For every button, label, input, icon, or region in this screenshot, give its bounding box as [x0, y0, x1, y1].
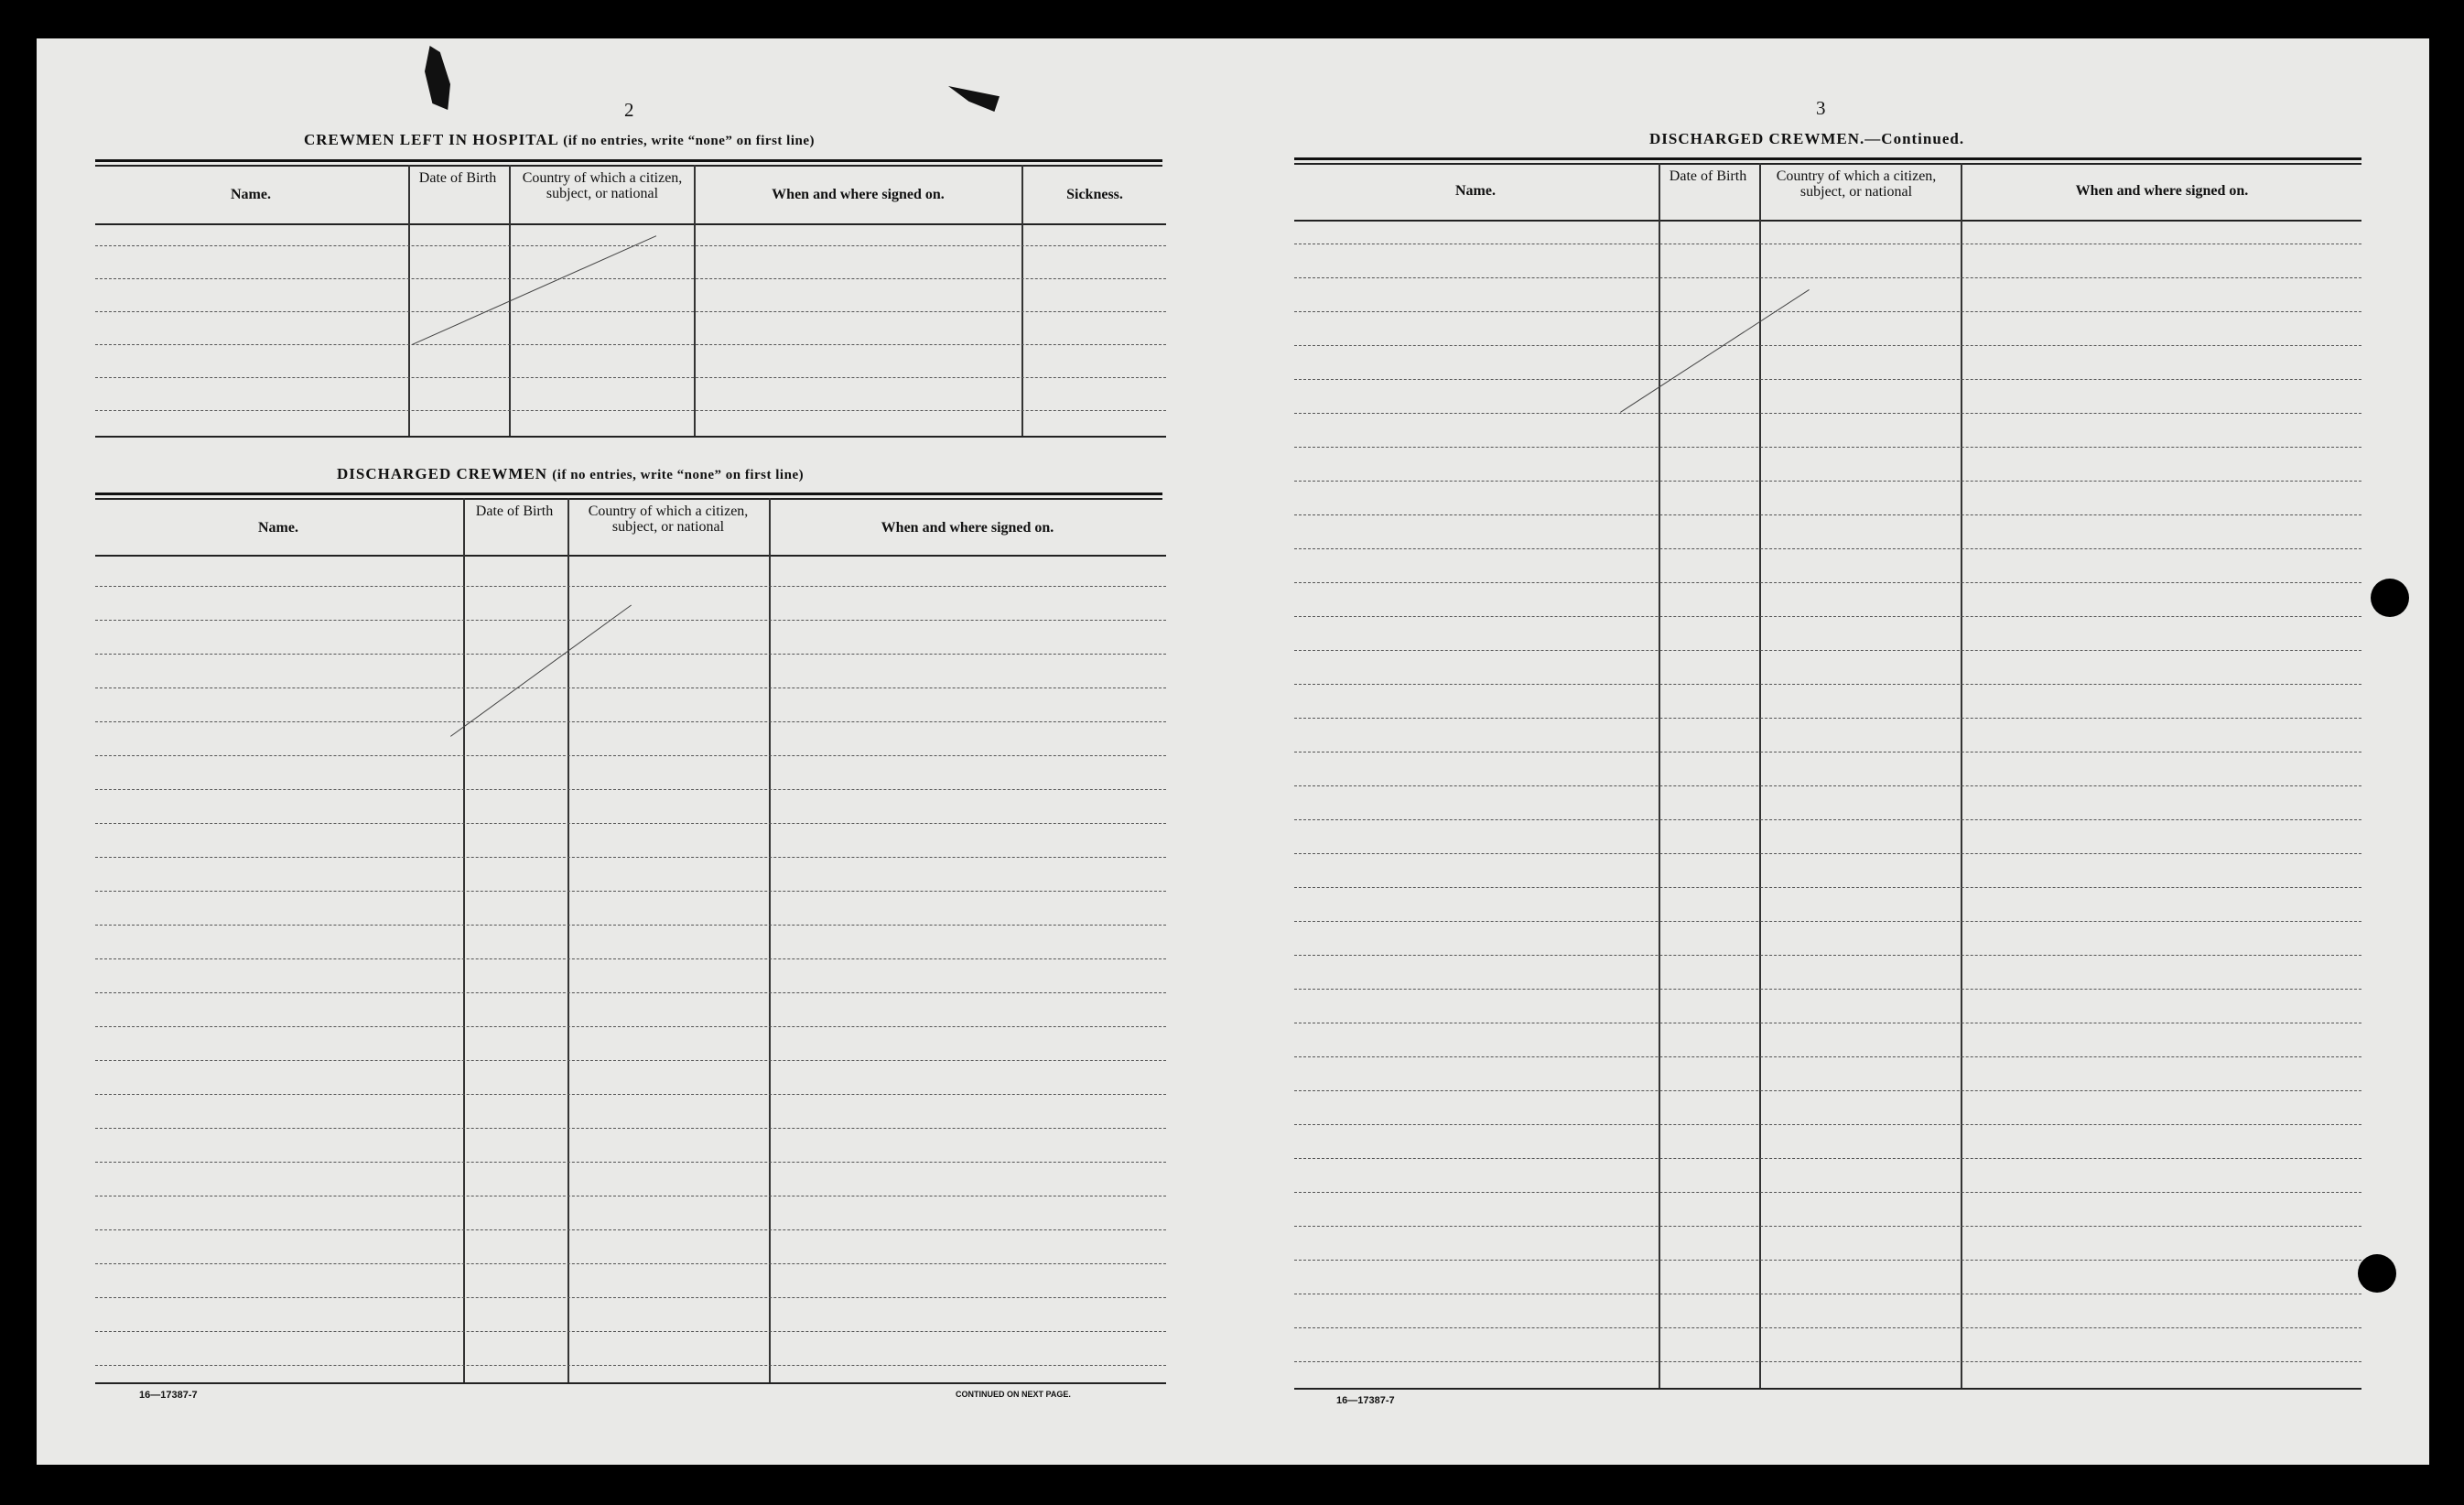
form-row-line — [95, 1331, 1166, 1332]
right-bottom-rule — [1294, 1388, 2361, 1390]
discharged-section-note: (if no entries, write “none” on first line) — [552, 468, 805, 482]
continued-note: CONTINUED ON NEXT PAGE. — [956, 1390, 1071, 1399]
form-row-line — [1294, 1327, 2361, 1328]
form-row-line — [95, 992, 1166, 993]
page-number-left: 2 — [624, 99, 634, 121]
form-row-line — [1294, 1090, 2361, 1091]
form-row-line — [95, 1229, 1166, 1230]
form-number-right: 16—17387-7 — [1336, 1395, 1395, 1406]
form-row-line — [1294, 819, 2361, 820]
form-row-line — [95, 1128, 1166, 1129]
hospital-col-name: Name. — [231, 187, 271, 202]
hospital-header-rule — [95, 223, 1166, 225]
right-top-rule-2 — [1294, 163, 2361, 165]
form-row-line — [1294, 1124, 2361, 1125]
discharged-divider-2 — [567, 498, 569, 1384]
form-row-line — [95, 891, 1166, 892]
discharged-col-dob: Date of Birth — [475, 503, 554, 519]
form-row-line — [1294, 921, 2361, 922]
form-row-line — [1294, 650, 2361, 651]
form-row-line — [1294, 548, 2361, 549]
form-row-line — [1294, 582, 2361, 583]
form-row-line — [1294, 1226, 2361, 1227]
form-row-line — [1294, 1260, 2361, 1261]
form-row-line — [1294, 853, 2361, 854]
discharged-header-rule — [95, 555, 1166, 557]
form-row-line — [1294, 718, 2361, 719]
right-divider-2 — [1759, 163, 1761, 1390]
punch-hole-bottom — [2358, 1254, 2396, 1293]
right-col-dob: Date of Birth — [1669, 168, 1747, 184]
hospital-divider-1 — [408, 165, 410, 438]
right-divider-1 — [1659, 163, 1660, 1390]
form-row-line — [95, 278, 1166, 279]
right-divider-3 — [1961, 163, 1962, 1390]
form-row-line — [95, 586, 1166, 587]
form-row-line — [95, 857, 1166, 858]
discharged-bottom-rule — [95, 1382, 1166, 1384]
hospital-bottom-rule — [95, 436, 1166, 438]
discharged-section-title: DISCHARGED CREWMEN (if no entries, write “none” on first line) — [337, 465, 805, 482]
form-row-line — [95, 755, 1166, 756]
form-row-line — [1294, 481, 2361, 482]
discharged-col-signed-on: When and where signed on. — [881, 520, 1054, 536]
hospital-section-note: (if no entries, write “none” on first line) — [563, 134, 815, 148]
form-row-line — [95, 1026, 1166, 1027]
form-number-left: 16—17387-7 — [139, 1390, 198, 1401]
form-row-line — [1294, 277, 2361, 278]
form-row-line — [95, 1162, 1166, 1163]
right-col-name: Name. — [1455, 183, 1496, 199]
punch-hole-top — [2371, 579, 2409, 617]
form-row-line — [95, 925, 1166, 926]
form-row-line — [95, 1094, 1166, 1095]
hospital-top-rule — [95, 159, 1162, 162]
hospital-divider-3 — [694, 165, 696, 438]
hospital-divider-4 — [1021, 165, 1023, 438]
form-row-line — [1294, 887, 2361, 888]
form-row-line — [1294, 379, 2361, 380]
form-row-line — [1294, 989, 2361, 990]
form-row-line — [1294, 413, 2361, 414]
discharged-divider-3 — [769, 498, 771, 1384]
form-row-line — [95, 344, 1166, 345]
page-number-right: 3 — [1816, 97, 1826, 119]
hospital-col-sickness: Sickness. — [1066, 187, 1123, 202]
form-row-line — [95, 1365, 1166, 1366]
form-row-line — [1294, 345, 2361, 346]
form-row-line — [95, 958, 1166, 959]
form-row-line — [95, 654, 1166, 655]
form-row-line — [1294, 684, 2361, 685]
discharged-top-rule — [95, 493, 1162, 495]
hospital-col-country: Country of which a citizen, subject, or national — [522, 170, 683, 201]
form-row-line — [95, 620, 1166, 621]
form-row-line — [1294, 785, 2361, 786]
form-row-line — [1294, 616, 2361, 617]
form-row-line — [95, 721, 1166, 722]
form-row-line — [1294, 955, 2361, 956]
form-row-line — [95, 410, 1166, 411]
discharged-col-name: Name. — [258, 520, 298, 536]
right-col-signed-on: When and where signed on. — [2075, 183, 2249, 199]
discharged-col-country: Country of which a citizen, subject, or national — [588, 503, 749, 535]
form-row-line — [95, 1297, 1166, 1298]
form-row-line — [1294, 447, 2361, 448]
form-row-line — [95, 311, 1166, 312]
form-row-line — [1294, 1056, 2361, 1057]
right-section-title: DISCHARGED CREWMEN.—Continued. — [1649, 130, 1965, 147]
form-row-line — [95, 823, 1166, 824]
form-row-line — [95, 377, 1166, 378]
hospital-col-signed-on: When and where signed on. — [772, 187, 945, 202]
hospital-section-title: CREWMEN LEFT IN HOSPITAL (if no entries, write “none” on first line) — [304, 131, 815, 148]
hospital-col-dob: Date of Birth — [418, 170, 497, 186]
discharged-divider-1 — [463, 498, 465, 1384]
right-col-country: Country of which a citizen, subject, or national — [1776, 168, 1937, 200]
form-row-line — [1294, 1361, 2361, 1362]
discharged-top-rule-2 — [95, 498, 1162, 500]
form-row-line — [1294, 1158, 2361, 1159]
hospital-top-rule-2 — [95, 165, 1162, 167]
form-row-line — [95, 789, 1166, 790]
form-row-line — [95, 1060, 1166, 1061]
right-top-rule — [1294, 157, 2361, 160]
form-row-line — [95, 1263, 1166, 1264]
form-row-line — [1294, 514, 2361, 515]
form-row-line — [1294, 1192, 2361, 1193]
form-row-line — [1294, 311, 2361, 312]
right-header-rule — [1294, 220, 2361, 222]
